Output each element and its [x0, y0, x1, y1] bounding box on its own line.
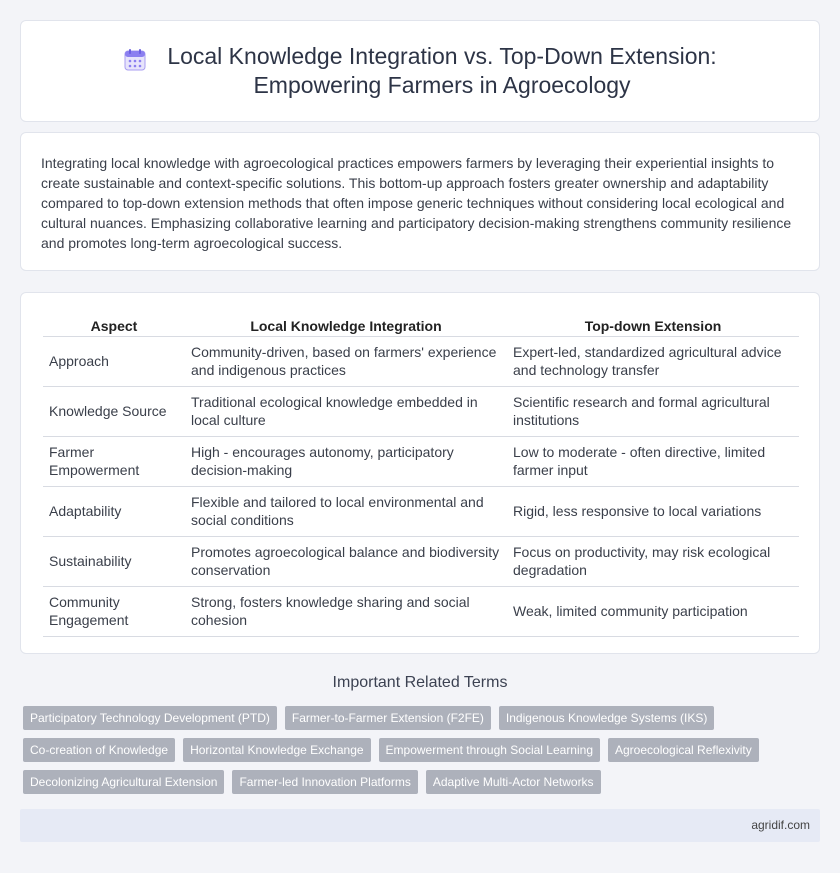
header-topdown: Top-down Extension: [507, 315, 799, 337]
table-row: [43, 387, 799, 437]
title-line-2: Empowering Farmers in Agroecology: [253, 72, 631, 98]
tag-reflexivity[interactable]: Agroecological Reflexivity: [608, 738, 759, 762]
intro-card: [20, 132, 820, 271]
cell-aspect: Knowledge Source: [43, 387, 185, 437]
cell-topdown: Low to moderate - often directive, limited farmer input: [507, 437, 799, 487]
title-wrap: [123, 42, 716, 100]
cell-aspect: Approach: [43, 337, 185, 387]
related-terms-title: Important Related Terms: [332, 674, 508, 691]
cell-local: Traditional ecological knowledge embedded in local culture: [185, 387, 507, 437]
header-local: Local Knowledge Integration: [185, 315, 507, 337]
cell-topdown: Weak, limited community participation: [507, 587, 799, 637]
cell-topdown: Scientific research and formal agricultural institutions: [507, 387, 799, 437]
cell-topdown: Focus on productivity, may risk ecological degradation: [507, 537, 799, 587]
related-terms-tags: [23, 706, 823, 802]
cell-aspect: Community Engagement: [43, 587, 185, 637]
table-row: [43, 537, 799, 587]
table-header-row: [43, 315, 799, 337]
table-row: [43, 487, 799, 537]
header-aspect: Aspect: [43, 315, 185, 337]
tag-f2fe[interactable]: Farmer-to-Farmer Extension (F2FE): [285, 706, 491, 730]
cell-local: Promotes agroecological balance and biodiversity conservation: [185, 537, 507, 587]
cell-local: Strong, fosters knowledge sharing and social cohesion: [185, 587, 507, 637]
cell-aspect: Sustainability: [43, 537, 185, 587]
tag-innovation-platforms[interactable]: Farmer-led Innovation Platforms: [232, 770, 417, 794]
cell-topdown: Expert-led, standardized agricultural advice and technology transfer: [507, 337, 799, 387]
tag-iks[interactable]: Indigenous Knowledge Systems (IKS): [499, 706, 714, 730]
footer-site-link[interactable]: agridif.com: [751, 818, 810, 832]
table-row: [43, 587, 799, 637]
tag-social-learning[interactable]: Empowerment through Social Learning: [379, 738, 600, 762]
footer: [20, 809, 820, 842]
cell-topdown: Rigid, less responsive to local variations: [507, 487, 799, 537]
tag-ptd[interactable]: Participatory Technology Development (PTD): [23, 706, 277, 730]
tag-decolonizing[interactable]: Decolonizing Agricultural Extension: [23, 770, 224, 794]
calendar-icon: [123, 48, 147, 72]
table-row: [43, 437, 799, 487]
tag-row: [23, 706, 823, 730]
cell-local: Community-driven, based on farmers' experience and indigenous practices: [185, 337, 507, 387]
cell-local: High - encourages autonomy, participatory decision-making: [185, 437, 507, 487]
tag-multi-actor-networks[interactable]: Adaptive Multi-Actor Networks: [426, 770, 601, 794]
tag-horizontal-exchange[interactable]: Horizontal Knowledge Exchange: [183, 738, 370, 762]
title-line-1: Local Knowledge Integration vs. Top-Down Extension:: [167, 43, 717, 69]
comparison-card: [20, 292, 820, 654]
cell-aspect: Farmer Empowerment: [43, 437, 185, 487]
comparison-table: [43, 315, 799, 637]
tag-co-creation[interactable]: Co-creation of Knowledge: [23, 738, 175, 762]
page-title: [167, 42, 716, 100]
cell-aspect: Adaptability: [43, 487, 185, 537]
tag-row: [23, 770, 823, 794]
cell-local: Flexible and tailored to local environmental and social conditions: [185, 487, 507, 537]
intro-paragraph: Integrating local knowledge with agroecological practices empowers farmers by leveraging their experiential insights to create sustainable and context-specific solutions. This bottom-up approach fosters greater ownership and adaptability compared to top-down extension methods that often impose generic techniques without considering local ecological and cultural nuances. Emphasizing collaborative learning and participatory decision-making strengthens community resilience and promotes long-term agroecological success.: [41, 155, 792, 251]
title-card: [20, 20, 820, 122]
table-row: [43, 337, 799, 387]
tag-row: [23, 738, 823, 762]
